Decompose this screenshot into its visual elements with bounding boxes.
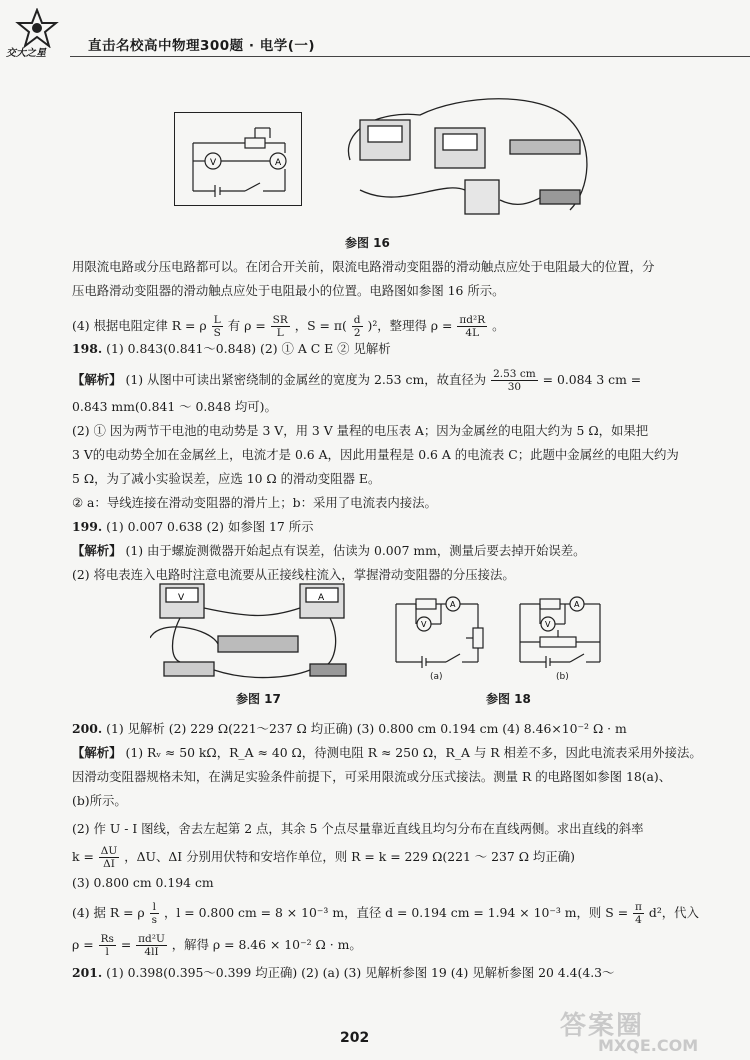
page-header (0, 0, 750, 66)
q199-line (72, 516, 702, 538)
apparatus-photo-icon (340, 90, 602, 218)
figure-16-schematic (174, 112, 302, 206)
para-line-7: (2) ① 因为两节干电池的电动势是 3 V，用 3 V 量程的电压表 A；因为金属丝的电阻大约为 5 Ω，如果把 (72, 423, 649, 438)
svg-text:V: V (421, 620, 427, 629)
formula-text-c: ，S = π( (294, 318, 347, 333)
circuit-diagram-icon (175, 113, 301, 205)
formula-text-b: 有 ρ = (227, 318, 266, 333)
analysis-text: (1) 从图中可读出紧密绕制的金属丝的宽度为 2.53 cm，故直径为 (125, 372, 487, 387)
rho-text-b: = (120, 937, 132, 952)
formula-text-a: (4) 根据电阻定律 R = ρ (72, 318, 207, 333)
q201-answer: (1) 0.398(0.395～0.399 均正确) (2) (a) (3) 见解析参图 19 (4) 见解析参图 20 4.4(4.3～ (106, 965, 615, 980)
para-line-8: 3 V的电动势全加在金属丝上，电流才是 0.6 A，因此用量程是 0.6 A 的电流表 C；此题中金属丝的电阻大约为 (72, 447, 679, 462)
fraction-l-s (150, 901, 159, 926)
area-text-c: d²，代入 (648, 905, 699, 920)
svg-text:A: A (450, 600, 456, 609)
watermark-url: MXQE.COM (598, 1036, 699, 1055)
para-line-13: (2) 将电表连入电路时注意电流要从正接线柱流入，掌握滑动变阻器的分压接法。 (72, 567, 515, 582)
num: d (353, 314, 361, 326)
figure-18b-label: (b) (556, 672, 569, 682)
area-text-a: (4) 据 R = ρ (72, 905, 145, 920)
formula-line-resistivity (72, 312, 702, 340)
fraction-Rs-l (99, 933, 116, 958)
rho-text-c: ，解得 ρ = 8.46 × 10⁻² Ω · m。 (171, 937, 362, 952)
q200-line (72, 718, 702, 740)
para-line-1: 用限流电路或分压电路都可以。在闭合开关前，限流电路滑动变阻器的滑动触点应处于电阻最大的位置，分 (72, 259, 655, 274)
num: ΔU (100, 845, 118, 857)
num: l (150, 901, 159, 914)
analysis-label: 【解析】 (72, 372, 122, 387)
fraction-rho2 (136, 933, 167, 958)
figure-18b-circuit (510, 590, 620, 670)
q199-number: 199. (72, 519, 103, 534)
q201-line (72, 962, 702, 984)
formula-text-e: 。 (492, 318, 505, 333)
analysis-label: 【解析】 (72, 745, 122, 760)
q200-answer: (1) 见解析 (2) 229 Ω(221～237 Ω 均正确) (3) 0.800 cm 0.194 cm (4) 8.46×10⁻² Ω · m (106, 721, 627, 736)
rho-text-a: ρ = (72, 937, 94, 952)
svg-text:V: V (210, 158, 217, 168)
figure-16-caption: 参图 16 (345, 236, 390, 250)
figure-16-apparatus (340, 90, 602, 218)
den: S (213, 327, 221, 339)
slope-text: ，ΔU、ΔI 分别用伏特和安培作单位，则 R = k = 229 Ω(221 ～ 237 Ω 均正确) (124, 849, 575, 864)
num: L (212, 314, 223, 327)
den: 30 (507, 381, 522, 393)
analysis-199-line-1 (72, 540, 702, 562)
formula-line-area (72, 898, 702, 928)
svg-text:V: V (545, 620, 551, 629)
para-line-9: 5 Ω，为了减小实验误差，应选 10 Ω 的滑动变阻器 E。 (72, 471, 381, 486)
formula-line-rho (72, 930, 702, 960)
fraction-d-2 (352, 314, 363, 339)
figure-18a-circuit (386, 590, 496, 670)
para-line-20: (3) 0.800 cm 0.194 cm (72, 875, 214, 890)
q200-number: 200. (72, 721, 103, 736)
area-text-b: ，l = 0.800 cm = 8 × 10⁻³ m，直径 d = 0.194 cm = 1.94 × 10⁻³ m，则 S = (164, 905, 629, 920)
fraction-SR-L (271, 314, 290, 339)
para-line-6: 0.843 mm(0.841 ～ 0.848 均可)。 (72, 399, 277, 414)
fraction-rho (457, 314, 487, 339)
logo-text: 交大之星 (6, 48, 46, 59)
para-line-18: (2) 作 U - I 图线，舍去左起第 2 点，其余 5 个点尽量靠近直线且均匀分布在直线两侧。求出直线的斜率 (72, 821, 644, 836)
formula-text-d: )²，整理得 ρ = (367, 318, 453, 333)
meter-v-label: V (178, 593, 185, 603)
para-line-2: 压电路滑动变阻器的滑动触点应处于电阻最小的位置。电路图如参图 16 所示。 (72, 283, 505, 298)
apparatus-photo-icon (150, 578, 350, 688)
analysis-200-line-1 (72, 742, 702, 764)
svg-text:A: A (275, 158, 282, 168)
header-title: 直击名校高中物理300题 · 电学(一) (88, 38, 316, 54)
analysis-text: (1) 由于螺旋测微器开始起点有误差，估读为 0.007 mm，测量后要去掉开始误差。 (125, 543, 586, 558)
den: 4L (465, 327, 480, 339)
num: 2.53 cm (493, 368, 536, 380)
figure-18-caption: 参图 18 (486, 692, 531, 706)
den: L (276, 327, 284, 339)
num: Rs (100, 933, 114, 945)
q198-line (72, 338, 702, 360)
analysis-label: 【解析】 (72, 543, 122, 558)
q198-answer: (1) 0.843(0.841～0.848) (2) ① A C E ② 见解析 (106, 341, 391, 356)
para-line-17: (b)所示。 (72, 793, 127, 808)
q201-number: 201. (72, 965, 103, 980)
den: ΔI (103, 858, 115, 870)
num: πd²U (138, 933, 165, 945)
figure-17-caption: 参图 17 (236, 692, 281, 706)
page-number: 202 (340, 1030, 370, 1046)
den: 4 (635, 914, 642, 926)
watermark-logo: 答案圈 (560, 1011, 645, 1041)
q199-answer: (1) 0.007 0.638 (2) 如参图 17 所示 (106, 519, 314, 534)
analysis-text-b: = 0.084 3 cm = (542, 372, 642, 387)
circuit-diagram-icon (510, 590, 620, 670)
den: s (151, 914, 158, 926)
den: 4lI (144, 946, 159, 958)
fraction-253-30 (491, 368, 538, 393)
circuit-diagram-icon (386, 590, 496, 670)
fraction-dU-dI (99, 845, 119, 870)
slope-k: k = (72, 849, 94, 864)
fraction-pi-4 (633, 901, 644, 926)
para-line-10: ② a：导线连接在滑动变阻器的滑片上；b：采用了电流表内接法。 (72, 495, 437, 510)
meter-a-label: A (318, 593, 325, 603)
svg-text:A: A (574, 600, 580, 609)
num: πd²R (459, 314, 486, 326)
figure-18a-label: (a) (430, 672, 443, 682)
header-rule (70, 56, 750, 57)
den: 2 (353, 327, 361, 339)
analysis-198-line-1 (72, 366, 702, 394)
para-line-16: 因滑动变阻器规格未知，在满足实验条件前提下，可采用限流或分压式接法。测量 R 的电路图如参图 18(a)、 (72, 769, 672, 784)
den: l (105, 946, 109, 958)
q198-number: 198. (72, 341, 103, 356)
figure-17-apparatus (150, 578, 350, 688)
num: SR (272, 314, 288, 326)
star-logo-icon (14, 8, 60, 48)
formula-line-slope (72, 842, 702, 872)
num: π (635, 901, 642, 913)
analysis-text: (1) Rᵥ ≈ 50 kΩ，R_A ≈ 40 Ω，待测电阻 R ≈ 250 Ω，R_A 与 R 相差不多，因此电流表采用外接法。 (125, 745, 702, 760)
fraction-L-S (212, 314, 223, 339)
